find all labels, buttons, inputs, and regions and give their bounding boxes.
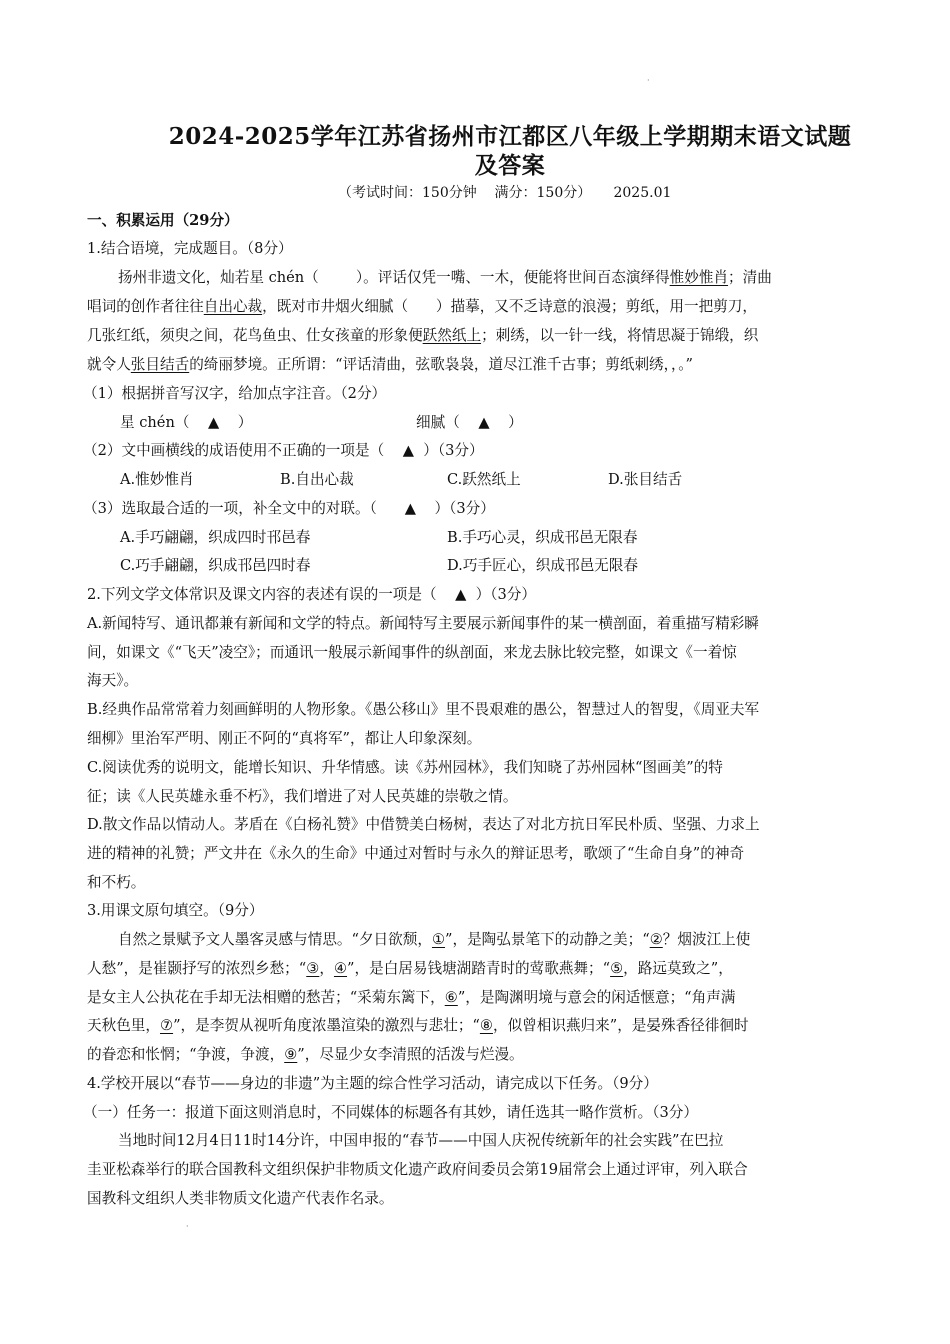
q4-task1: （一）任务一：报道下面这则消息时，不同媒体的标题各有其妙，请任选其一略作赏析。（3分） [83,1104,698,1121]
q3-line: 自然之景赋予文人墨客灵感与情思。“夕日欲颓，①”，是陶弘景笔下的动静之美；“②？烟波江上使 [118,931,751,948]
idiom-underlined-3: 跃然纸上 [422,327,482,344]
scan-dot: · [186,1222,189,1231]
q2-line: 进的精神的礼赞；严文井在《永久的生命》中通过对暂时与永久的辩证思考，歌颂了“生命自身”的神奇 [87,845,745,862]
blank-marker: ⑨ [284,1046,298,1063]
q3-line: 人愁”，是崔颢抒写的浓烈乡愁；“③，④”，是白居易钱塘湖踏青时的莺歌燕舞；“⑤，路远莫致之”， [87,960,733,977]
blank-marker: ⑦ [159,1017,174,1034]
blank-marker: ⑧ [479,1017,493,1034]
q1-sub3: （3）选取最合适的一项，补全文中的对联。（ ▲ ）（3分） [83,500,495,517]
q1-passage-line3: 几张红纸，须臾之间，花鸟鱼虫、仕女孩童的形象便跃然纸上；刺绣，以一针一线，将情思凝于锦缎，织 [87,327,759,344]
blank-marker: ④ [333,960,348,977]
q2-stem: 2.下列文学文体常识及课文内容的表述有误的一项是（ ▲ ）（3分） [87,586,536,603]
q1-sub3-option-a: A.手巧翩翩，织成四时邗邑春 [120,529,311,546]
q1-sub2-option-b: B.自出心裁 [280,471,354,488]
q1-sub2-option-d: D.张目结舌 [608,471,683,488]
idiom-underlined-4: 张目结舌 [130,356,190,373]
blank-marker: ⑥ [444,989,458,1006]
idiom-underlined-1: 惟妙惟肖 [669,269,729,286]
q3-line: 天秋色里，⑦”，是李贺从视听角度浓墨渲染的激烈与悲壮；“⑧，似曾相识燕归来”，是晏殊香径徘徊时 [87,1017,749,1034]
q2-line: 间，如课文《“飞天”凌空》；而通讯一般展示新闻事件的纵剖面，来龙去脉比较完整，如课文《一着惊 [87,644,737,661]
q2-line: 海天》。 [87,672,139,689]
q1-passage-line4: 就令人张目结舌的绮丽梦境。正所谓：“评话清曲，弦歌袅袅，道尽江淮千古事；剪纸刺绣，，。” [87,356,693,373]
q4-news-line: 国教科文组织人类非物质文化遗产代表作名录。 [87,1190,394,1207]
q2-line: D.散文作品以情动人。茅盾在《白杨礼赞》中借赞美白杨树，表达了对北方抗日军民朴质、坚强、力求上 [87,816,760,833]
blank-marker: ② [649,931,663,948]
blank-marker: ⑤ [610,960,624,977]
q1-passage-line2: 唱词的创作者往往自出心裁，既对市井烟火细腻（ ）描摹，又不乏诗意的浪漫；剪纸，用一把剪刀， [87,298,757,315]
q3-line: 的眷恋和怅惘；“争渡，争渡，⑨”，尽显少女李清照的活泼与烂漫。 [87,1046,524,1063]
q3-line: 是女主人公执花在手却无法相赠的愁苦；“采菊东篱下，⑥”，是陶渊明境与意会的闲适惬意；“角声满 [87,989,736,1006]
q2-line: 和不朽。 [87,874,146,891]
q1-passage-line1: 扬州非遗文化，灿若星 chén（ ）。评话仅凭一嘴、一木，便能将世间百态演绎得惟妙惟肖；清曲 [118,269,772,286]
q1-sub2-option-a: A.惟妙惟肖 [120,471,194,488]
q2-line: B.经典作品常常着力刻画鲜明的人物形象。《愚公移山》里不畏艰难的愚公，智慧过人的智叟，《周亚夫军 [87,701,760,718]
exam-info: （考试时间：150分钟 满分：150分） 2025.01 [338,185,672,201]
section1-heading: 一、积累运用（29分） [87,212,239,229]
q1-stem: 1.结合语境，完成题目。（8分） [87,240,293,257]
q1-sub2: （2）文中画横线的成语使用不正确的一项是（ ▲ ）（3分） [83,442,484,459]
q1-sub2-option-c: C.跃然纸上 [447,471,521,488]
q1-sub3-option-d: D.巧手匠心，织成邗邑无限春 [447,557,638,574]
q4-news-line: 当地时间12月4日11时14分许，中国申报的“春节——中国人庆祝传统新年的社会实践”在巴拉 [118,1132,724,1149]
q4-news-line: 圭亚松森举行的联合国教科文组织保护非物质文化遗产政府间委员会第19届常会上通过评审，列入联合 [87,1161,748,1178]
q2-line: 征；读《人民英雄永垂不朽》，我们增进了对人民英雄的崇敬之情。 [87,788,518,805]
blank-marker: ① [431,931,446,948]
scan-dot: · [647,76,650,85]
q1-sub1: （1）根据拼音写汉字，给加点字注音。（2分） [83,385,387,402]
blank-marker: ③ [306,960,320,977]
exam-title-line2: 及答案 [474,152,546,179]
q2-line: 细柳》里治军严明、刚正不阿的“真将军”，都让人印象深刻。 [87,730,482,747]
q1-sub1-blank-a: 星 chén（ ▲ ） [120,414,253,431]
exam-title-line1: 2024-2025学年江苏省扬州市江都区八年级上学期期末语文试题 [168,123,852,150]
q2-line: C.阅读优秀的说明文，能增长知识、升华情感。读《苏州园林》，我们知晓了苏州园林“图画美”的特 [87,759,723,776]
q3-stem: 3.用课文原句填空。（9分） [87,902,264,919]
idiom-underlined-2: 自出心裁 [203,298,263,315]
q2-line: A.新闻特写、通讯都兼有新闻和文学的特点。新闻特写主要展示新闻事件的某一横剖面，着重描写精彩瞬 [87,615,759,632]
q4-stem: 4.学校开展以“春节——身边的非遗”为主题的综合性学习活动，请完成以下任务。（9分） [87,1075,658,1092]
q1-sub1-blank-b: 细腻（ ▲ ） [416,414,523,431]
q1-sub3-option-c: C.巧手翩翩，织成邗邑四时春 [120,557,311,574]
q1-sub3-option-b: B.手巧心灵，织成邗邑无限春 [447,529,638,546]
